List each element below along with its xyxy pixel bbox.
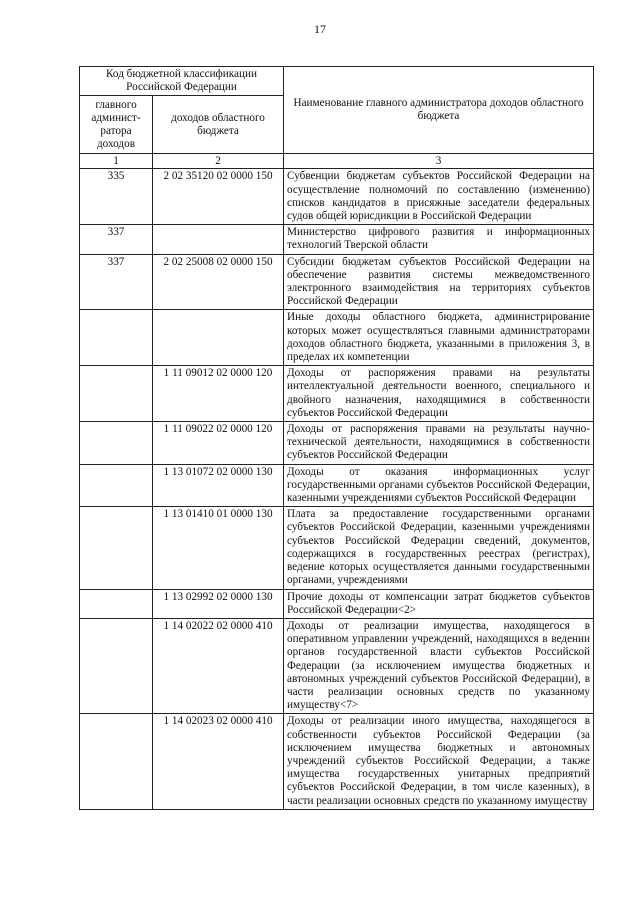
admin-code-cell [80,714,153,809]
admin-code-cell [80,618,153,713]
income-code-cell: 2 02 35120 02 0000 150 [153,169,284,225]
income-name-cell: Прочие доходы от компенсации затрат бюджетов субъектов Российской Федерации<2> [284,589,594,618]
page-number: 17 [314,22,326,36]
header-number-1: 1 [80,154,153,169]
header-group-title: Код бюджетной классификации Российской Федерации [80,67,284,96]
income-name-cell: Субвенции бюджетам субъектов Российской Федерации на осуществление полномочий по составлению (изменению) списков кандидатов в присяжные заседатели федеральных судов общей юрисдикции в Российской Федерации [284,169,594,225]
header-number-row [80,154,594,169]
header-number-3: 3 [284,154,594,169]
income-name-cell: Плата за предоставление государственными органами субъектов Российской Федерации, казенными учреждениями субъектов Российской Федерации сведений, документов, содержащихся в государственных реестрах (регистрах), ведение которых осуществляется данными государственными органами, учреждениями [284,507,594,589]
income-code-cell: 2 02 25008 02 0000 150 [153,254,284,310]
income-name-cell: Доходы от распоряжения правами на результаты научно-технической деятельности, находящимися в собственности субъектов Российской Федерации [284,422,594,465]
income-code-cell: 1 14 02022 02 0000 410 [153,618,284,713]
income-code-cell: 1 13 01072 02 0000 130 [153,464,284,507]
header-code-column: доходов областного бюджета [153,96,284,154]
admin-code-cell [80,366,153,422]
admin-code-cell: 335 [80,169,153,225]
income-code-cell [153,225,284,254]
table-row [80,464,594,507]
income-code-cell: 1 13 02992 02 0000 130 [153,589,284,618]
table-row [80,589,594,618]
admin-code-cell: 337 [80,254,153,310]
income-name-cell: Доходы от реализации имущества, находящегося в оперативном управлении учреждений, находящихся в ведении органов государственной власти субъектов Российской Федерации (за исключением имущества бюджетных и автономных учреждений субъектов Российской Федерации), в части реализации основных средств по указанному имуществу<7> [284,618,594,713]
income-code-cell: 1 13 01410 01 0000 130 [153,507,284,589]
income-name-cell: Доходы от реализации иного имущества, находящегося в собственности субъектов Российской Федерации (за исключением имущества бюджетных и автономных учреждений субъектов Российской Федерации, а также имущества государственных унитарных предприятий субъектов Российской Федерации, в том числе казенных), в части реализации основных средств по указанному имуществу [284,714,594,809]
header-admin-column: главного админист-ратора доходов [80,96,153,154]
table-row [80,254,594,310]
table-row [80,225,594,254]
income-code-cell: 1 11 09012 02 0000 120 [153,366,284,422]
income-name-cell: Доходы от распоряжения правами на результаты интеллектуальной деятельности военного, специального и двойного назначения, находящимися в собственности субъектов Российской Федерации [284,366,594,422]
income-name-cell: Министерство цифрового развития и информационных технологий Тверской области [284,225,594,254]
income-name-cell: Субсидии бюджетам субъектов Российской Федерации на обеспечение развития системы межведомственного электронного взаимодействия на территориях субъектов Российской Федерации [284,254,594,310]
income-name-cell: Иные доходы областного бюджета, администрирование которых может осуществляться главными администраторами доходов областного бюджета, указанными в приложения 3, в пределах их компетенции [284,310,594,366]
admin-code-cell: 337 [80,225,153,254]
admin-code-cell [80,422,153,465]
income-code-cell [153,310,284,366]
income-code-cell: 1 11 09022 02 0000 120 [153,422,284,465]
income-code-cell: 1 14 02023 02 0000 410 [153,714,284,809]
admin-code-cell [80,464,153,507]
table-row [80,618,594,713]
table-body [80,169,594,809]
table-row [80,366,594,422]
table-row [80,310,594,366]
table-row [80,422,594,465]
header-name-column: Наименование главного администратора доходов областного бюджета [284,67,594,154]
budget-classification-table [79,66,594,810]
income-name-cell: Доходы от оказания информационных услуг государственными органами субъектов Российской Федерации, казенными учреждениями субъектов Российской Федерации [284,464,594,507]
table-row [80,714,594,809]
admin-code-cell [80,589,153,618]
admin-code-cell [80,507,153,589]
table-row [80,169,594,225]
table-row [80,507,594,589]
header-number-2: 2 [153,154,284,169]
admin-code-cell [80,310,153,366]
